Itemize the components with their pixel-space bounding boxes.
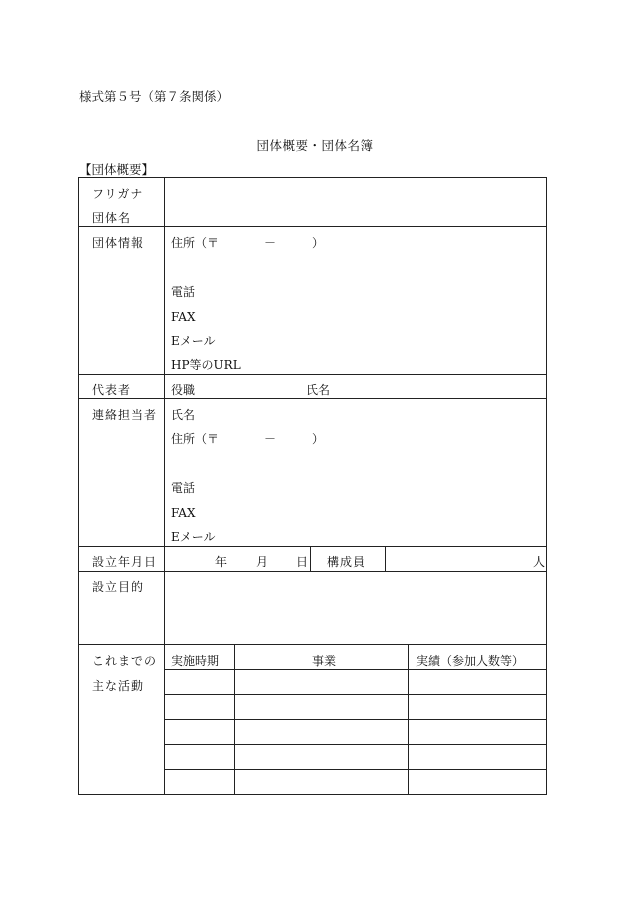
activities-row-line [164, 694, 547, 695]
row-line [78, 398, 547, 399]
purpose-label: 設立目的 [92, 580, 145, 594]
contact-phone-label: 電話 [171, 481, 196, 495]
contact-postal-close-paren: ） [312, 432, 325, 446]
row-line [78, 794, 547, 795]
activities-label-line1: これまでの [92, 654, 158, 668]
project-column-header: 事業 [312, 654, 337, 668]
row-line [78, 571, 547, 572]
position-label: 役職 [171, 383, 196, 397]
activities-row-line [164, 669, 547, 670]
postal-dash: － [264, 236, 277, 250]
year-label: 年 [215, 555, 228, 569]
day-label: 日 [296, 555, 309, 569]
row-line [78, 226, 547, 227]
row-line [78, 644, 547, 645]
activities-row-line [164, 719, 547, 720]
establishment-date-label: 設立年月日 [92, 555, 158, 569]
label-column-divider [164, 177, 165, 794]
table-right-border [546, 177, 547, 794]
group-name-label: 団体名 [92, 211, 132, 225]
persons-label: 人 [533, 555, 546, 569]
row-line [78, 177, 547, 178]
contact-name-label: 氏名 [171, 408, 196, 422]
month-label: 月 [256, 555, 269, 569]
period-column-header: 実施時期 [171, 654, 220, 668]
email-label: Eメール [171, 334, 216, 348]
members-label: 構成員 [327, 555, 367, 569]
activities-label-line2: 主な活動 [92, 679, 145, 693]
establishment-divider [310, 546, 311, 571]
url-label: HP等のURL [171, 358, 241, 372]
section-heading: 【団体概要】 [79, 162, 155, 177]
contact-fax-label: FAX [171, 506, 196, 520]
representative-label: 代表者 [92, 383, 132, 397]
furigana-label: フリガナ [92, 187, 144, 201]
contact-address-label: 住所（〒 [171, 432, 220, 446]
contact-postal-dash: － [264, 432, 277, 446]
table-left-border [78, 177, 79, 794]
document-title: 団体概要・団体名簿 [256, 138, 374, 153]
form-number: 様式第５号（第７条関係） [79, 89, 230, 104]
fax-label: FAX [171, 310, 196, 324]
group-info-label: 団体情報 [92, 236, 145, 250]
establishment-divider [385, 546, 386, 571]
representative-name-label: 氏名 [306, 383, 331, 397]
postal-close-paren: ） [312, 236, 325, 250]
activities-row-line [164, 744, 547, 745]
row-line [78, 374, 547, 375]
phone-label: 電話 [171, 285, 196, 299]
address-label: 住所（〒 [171, 236, 220, 250]
results-column-header: 実績（参加人数等） [416, 654, 525, 668]
contact-person-label: 連絡担当者 [92, 408, 158, 422]
row-line [78, 546, 547, 547]
contact-email-label: Eメール [171, 530, 216, 544]
activities-row-line [164, 769, 547, 770]
